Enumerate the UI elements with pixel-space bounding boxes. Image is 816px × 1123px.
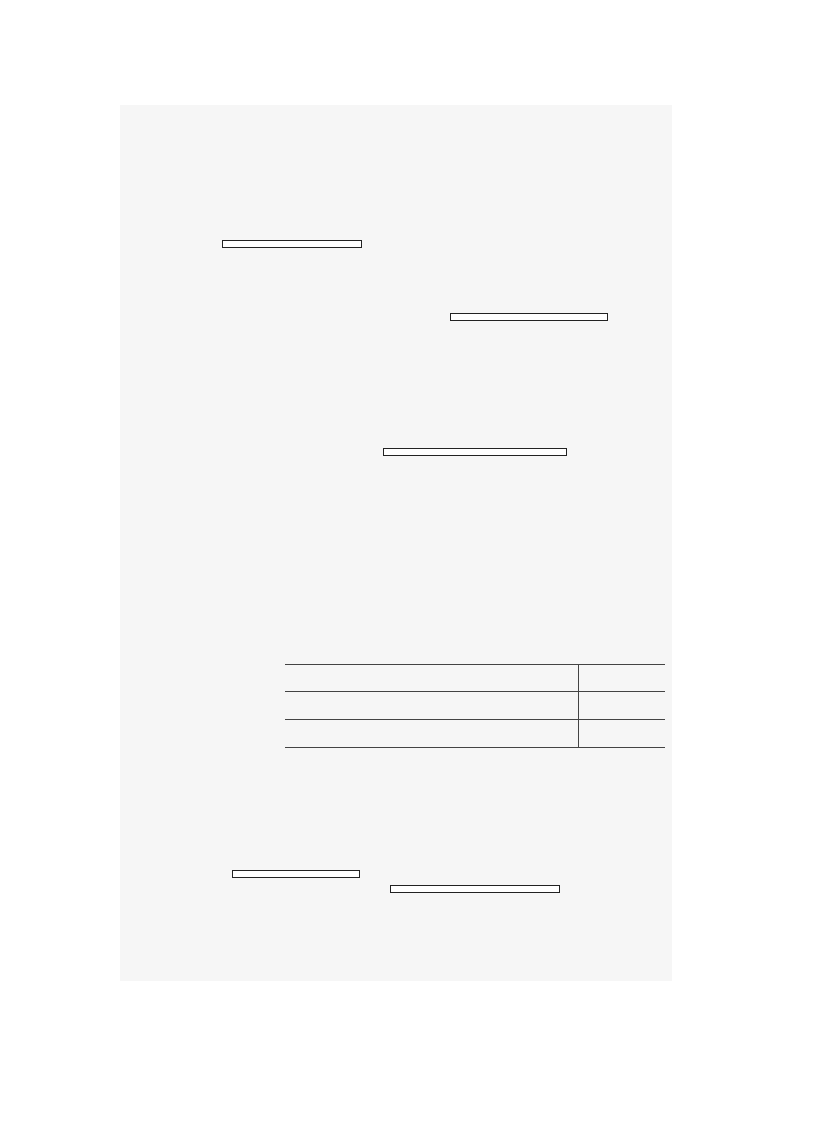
callout-eliminate (390, 885, 560, 893)
callout-reallocate (232, 870, 360, 878)
table-row (285, 720, 665, 748)
contribution-table (285, 640, 665, 776)
table-row-value (579, 748, 659, 776)
table-row (285, 664, 665, 692)
table-row-value (578, 665, 659, 691)
table-row-value (578, 692, 659, 719)
table-header (285, 640, 665, 664)
table-row-total (285, 748, 665, 776)
table-row (285, 692, 665, 720)
table-row-value (578, 720, 659, 747)
